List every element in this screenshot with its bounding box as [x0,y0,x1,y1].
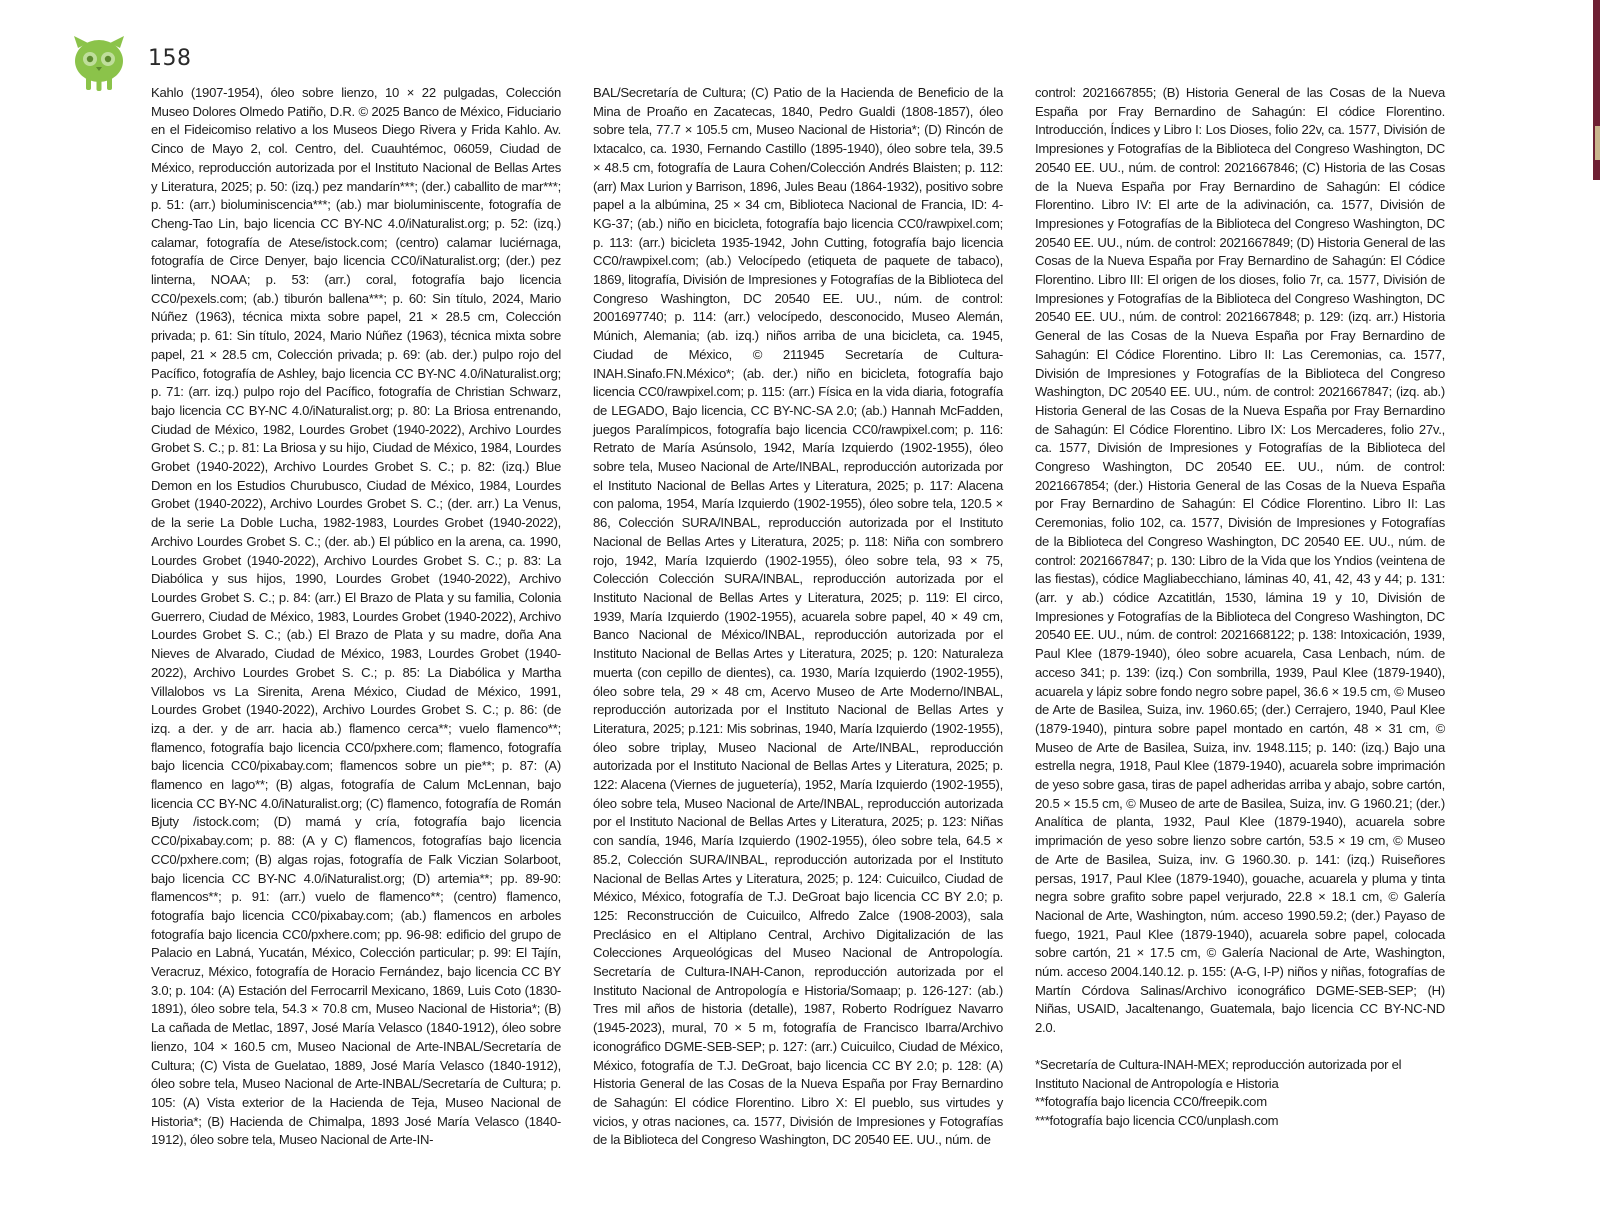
footnote: ***fotografía bajo licencia CC0/unplash.com [1035,1112,1279,1128]
footnote: **fotografía bajo licencia CC0/freepik.com [1035,1094,1267,1110]
credits-column-3 [1035,84,1445,1131]
footnotes [1035,1056,1445,1131]
footnote: *Secretaría de Cultura-INAH-MEX; reproducción autorizada por el Instituto Nacional de Antropología e Historia [1035,1056,1402,1091]
credits-column-1: Kahlo (1907-1954), óleo sobre lienzo, 10 × 22 pulgadas, Colección Museo Dolores Olmedo Patiño, D.R. © 2025 Banco de México, Fiduciario en el Fideicomiso relativo a los Museos Diego Rivera y Frida Kahlo. Av. Cinco de Mayo 2, col. Centro, del. Cuauhtémoc, 06059, Ciudad de México, reproducción autorizada por el Instituto Nacional de Bellas Artes y Literatura, 2025; p. 50: (izq.) pez mandarín***; (der.) caballito de mar***; p. 51: (arr.) bioluminiscencia***; (ab.) mar bioluminiscente, fotografía de Cheng-Tao Lin, bajo licencia CC BY-NC 4.0/iNaturalist.org; p. 52: (izq.) calamar, fotografía de Atese/istock.com; (centro) calamar luciérnaga, fotografía de Circe Denyer, bajo licencia CC0/iNaturalist.org; (der.) pez linterna, NOAA; p. 53: (arr.) coral, fotografía bajo licencia CC0/pexels.com; (ab.) tiburón ballena***; p. 60: Sin título, 2024, Mario Núñez (1963), técnica mixta sobre papel, 21 × 28.5 cm, Colección privada; p. 61: Sin título, 2024, Mario Núñez (1963), técnica mixta sobre papel, 21 × 28.5 cm, Colección privada; p. 69: (ab. der.) pulpo rojo del Pacífico, fotografía de Ashley, bajo licencia CC BY-NC 4.0/iNaturalist.org; p. 71: (arr. izq.) pulpo rojo del Pacífico, fotografía de Christian Schwarz, bajo licencia CC BY-NC 4.0/iNaturalist.org; p. 80: La Briosa entrenando, Ciudad de México, 1982, Lourdes Grobet (1940-2022), Archivo Lourdes Grobet S. C.; p. 81: La Briosa y su hijo, Ciudad de México, 1984, Lourdes Grobet (1940-2022), Archivo Lourdes Grobet S. C.; p. 82: (izq.) Blue Demon en los Estudios Churubusco, Ciudad de México, 1984, Lourdes Grobet (1940-2022), Archivo Lourdes Grobet S. C.; (der. arr.) La Venus, de la serie La Doble Lucha, 1982-1983, Lourdes Grobet (1940-2022), Archivo Lourdes Grobet S. C.; (der. ab.) El público en la arena, ca. 1990, Lourdes Grobet (1940-2022), Archivo Lourdes Grobet S. C.; p. 83: La Diabólica y sus hijos, 1990, Lourdes Grobet (1940-2022), Archivo Lourdes Grobet S. C.; p. 84: (arr.) El Brazo de Plata y su familia, Colonia Guerrero, Ciudad de México, 1983, Lourdes Grobet (1940-2022), Archivo Lourdes Grobet S. C.; (ab.) El Brazo de Plata y su madre, doña Ana Nieves de Alvarado, Ciudad de México, 1983, Lourdes Grobet (1940-2022), Archivo Lourdes Grobet S. C.; p. 85: La Diabólica y Martha Villalobos vs La Sirenita, Arena México, Ciudad de México, 1991, Lourdes Grobet (1940-2022), Archivo Lourdes Grobet S. C.; p. 86: (de izq. a der. y de arr. hacia ab.) flamenco cerca**; vuelo flamenco**; flamenco, fotografía bajo licencia CC0/pxhere.com; flamenco, fotografía bajo licencia CC0/pixabay.com; flamencos sobre un pie**; p. 87: (A) flamenco en lago**; (B) algas, fotografía de Calum McLennan, bajo licencia CC BY-NC 4.0/iNaturalist.org; (C) flamenco, fotografía de Román Bjuty /istock.com; (D) mamá y cría, fotografía bajo licencia CC0/pixabay.com; p. 88: (A y C) flamencos, fotografías bajo licencia CC0/pxhere.com; (B) algas rojas, fotografía de Falk Viczian Solarboot, bajo licencia CC BY-NC 4.0/iNaturalist.org; (D) artemia**; pp. 89-90: flamencos**; p. 91: (arr.) vuelo de flamenco**; (centro) flamenco, fotografía bajo licencia CC0/pixabay.com; (ab.) flamencos en arboles fotografía bajo licencia CC0/pxhere.com; pp. 96-98: edificio del grupo de Palacio en Labná, Yucatán, México, Colección particular; p. 99: El Tajín, Veracruz, México, fotografía de Horacio Fernández, bajo licencia CC BY 3.0; p. 104: (A) Estación del Ferrocarril Mexicano, 1869, Luis Coto (1830-1891), óleo sobre tela, 54.3 × 70.8 cm, Museo Nacional de Historia*; (B) La cañada de Metlac, 1897, José María Velasco (1840-1912), óleo sobre lienzo, 104 × 160.5 cm, Museo Nacional de Arte-INBAL/Secretaría de Cultura; (C) Vista de Guelatao, 1889, José María Velasco (1840-1912), óleo sobre tela, Museo Nacional de Arte-INBAL/Secretaría de Cultura; p. 105: (A) Vista exterior de la Hacienda de Teja, Museo Nacional de Historia*; (B) Hacienda de Chimalpa, 1893 José María Velasco (1840-1912), óleo sobre tela, Museo Nacional de Arte-IN- [151,85,561,1148]
credits-text: control: 2021667855; (B) Historia General de las Cosas de la Nueva España por Fray Bernardino de Sahagún: El códice Florentino. Introducción, Índices y Libro I: Los Dioses, folio 22v, ca. 1577, División de Impresiones y Fotografías de la Biblioteca del Congreso Washington, DC 20540 EE. UU., núm. de control: 2021667846; (C) Historia de las Cosas de la Nueva España por Fray Bernardino de Sahagún: El códice Florentino. Libro IV: El arte de la adivinación, ca. 1577, División de Impresiones y Fotografías de la Biblioteca del Congreso Washington, DC 20540 EE. UU., núm. de control: 2021667849; (D) Historia General de las Cosas de la Nueva España por Fray Bernardino de Sahagún: El Códice Florentino. Libro III: El origen de los dioses, folio 7r, ca. 1577, División de Impresiones y Fotografías de la Biblioteca del Congreso Washington, DC 20540 EE. UU., núm. de control: 2021667848; p. 129: (izq. arr.) Historia General de las Cosas de la Nueva España por Fray Bernardino de Sahagún: El Códice Florentino. Libro II: Las Ceremonias, ca. 1577, División de Impresiones y Fotografías de la Biblioteca del Congreso Washington, DC 20540 EE. UU., núm. de control: 2021667847; (izq. ab.) Historia General de las Cosas de la Nueva España por Fray Bernardino de Sahagún: El Códice Florentino. Libro IX: Los Mercaderes, folio 27v., ca. 1577, División de Impresiones y Fotografías de la Biblioteca del Congreso Washington, DC 20540 EE. UU., núm. de control: 2021667854; (der.) Historia General de las Cosas de la Nueva España por Fray Bernardino de Sahagún: El Códice Florentino. Libro II: Las Ceremonias, folio 102, ca. 1577, División de Impresiones y Fotografías de la Biblioteca del Congreso Washington, DC 20540 EE. UU., núm. de control: 2021667847; p. 130: Libro de la Vida que los Yndios (veintena de las fiestas), códice Magliabecchiano, láminas 40, 41, 42, 43 y 44; p. 131: (arr. y ab.) códice Azcatitlán, 1530, lámina 19 y 10, División de Impresiones y Fotografías de la Biblioteca del Congreso Washington, DC 20540 EE. UU., núm. de control: 2021668122; p. 138: Intoxicación, 1939, Paul Klee (1879-1940), óleo sobre acuarela, Casa Lenbach, núm. de acceso 341; p. 139: (izq.) Con sombrilla, 1939, Paul Klee (1879-1940), acuarela y lápiz sobre fondo negro sobre papel, 36.6 × 19.5 cm, © Museo de Arte de Basilea, Suiza, inv. 1960.65; (der.) Cerrajero, 1940, Paul Klee (1879-1940), pintura sobre papel montado en cartón, 48 × 31 cm, © Museo de Arte de Basilea, Suiza, inv. 1948.115; p. 140: (izq.) Bajo una estrella negra, 1918, Paul Klee (1879-1940), acuarela sobre imprimación de yeso sobre gasa, tiras de papel adheridas arriba y abajo, sobre cartón, 20.5 × 15.5 cm, © Museo de arte de Basilea, Suiza, inv. G 1960.21; (der.) Analítica de planta, 1932, Paul Klee (1879-1940), acuarela sobre imprimación de yeso sobre lienzo sobre cartón, 53.5 × 19 cm, © Museo de Arte de Basilea, Suiza, inv. G 1960.30. p. 141: (izq.) Ruiseñores persas, 1917, Paul Klee (1879-1940), gouache, acuarela y pluma y tinta negra sobre grafito sobre papel verjurado, 22.8 × 18.1 cm, © Galería Nacional de Arte, Washington, núm. acceso 1990.59.2; (der.) Payaso de fuego, 1921, Paul Klee (1879-1940), acuarela sobre papel, colocada sobre cartón, 21 × 17.5 cm, © Galería Nacional de Arte, Washington, núm. acceso 2004.140.12. p. 155: (A-G, I-P) niños y niñas, fotografías de Martín Córdova Salinas/Archivo iconográfico DGME-SEB-SEP; (H) Niñas, USAID, Jacaltenango, Guatemala, bajo licencia CC BY-NC-ND 2.0. [1035,85,1445,1036]
page-number: 158 [148,46,192,71]
credits-column-2: BAL/Secretaría de Cultura; (C) Patio de la Hacienda de Beneficio de la Mina de Proaño en Zacatecas, 1840, Pedro Gualdi (1808-1857), óleo sobre tela, 77.7 × 105.5 cm, Museo Nacional de Historia*; (D) Rincón de Ixtacalco, ca. 1930, Fernando Castillo (1895-1940), óleo sobre tela, 39.5 × 48.5 cm, fotografía de Laura Cohen/Colección Andrés Blaisten; p. 112: (arr) Max Lurion y Barrison, 1896, Jules Beau (1864-1932), positivo sobre papel a la albúmina, 25 × 34 cm, Biblioteca Nacional de Francia, ID: 4-KG-37; (ab.) niño en bicicleta, fotografía bajo licencia CC0/rawpixel.com; p. 113: (arr.) bicicleta 1935-1942, John Cutting, fotografía bajo licencia CC0/rawpixel.com; (ab.) Velocípedo (etiqueta de paquete de tabaco), 1869, litografía, División de Impresiones y Fotografías de la Biblioteca del Congreso Washington, DC 20540 EE. UU., núm. de control: 2001697740; p. 114: (arr.) velocípedo, desconocido, Museo Alemán, Múnich, Alemania; (ab. izq.) niños arriba de una bicicleta, ca. 1945, Ciudad de México, © 211945 Secretaría de Cultura-INAH.Sinafo.FN.México*; (ab. der.) niño en bicicleta, fotografía bajo licencia CC0/rawpixel.com; p. 115: (arr.) Física en la vida diaria, fotografía de LEGADO, Bajo licencia, CC BY-NC-SA 2.0; (ab.) Hannah McFadden, juegos Paralímpicos, fotografía bajo licencia CC0/rawpixel.com; p. 116: Retrato de María Asúnsolo, 1942, María Izquierdo (1902-1955), óleo sobre tela, Museo Nacional de Arte/INBAL, reproducción autorizada por el Instituto Nacional de Bellas Artes y Literatura, 2025; p. 117: Alacena con paloma, 1954, María Izquierdo (1902-1955), óleo sobre tela, 120.5 × 86, Colección SURA/INBAL, reproducción autorizada por el Instituto Nacional de Bellas Artes y Literatura, 2025; p. 118: Niña con sombrero rojo, 1942, María Izquierdo (1902-1955), óleo sobre tela, 93 × 75, Colección Colección SURA/INBAL, reproducción autorizada por el Instituto Nacional de Bellas Artes y Literatura, 2025; p. 119: El circo, 1939, María Izquierdo (1902-1955), acuarela sobre papel, 40 × 49 cm, Banco Nacional de México/INBAL, reproducción autorizada por el Instituto Nacional de Bellas Artes y Literatura, 2025; p. 120: Naturaleza muerta (con cepillo de dientes), ca. 1930, María Izquierdo (1902-1955), óleo sobre tela, 29 × 48 cm, Acervo Museo de Arte Moderno/INBAL, reproducción autorizada por el Instituto Nacional de Bellas Artes y Literatura, 2025; p.121: Mis sobrinas, 1940, María Izquierdo (1902-1955), óleo sobre triplay, Museo Nacional de Arte/INBAL, reproducción autorizada por el Instituto Nacional de Bellas Artes y Literatura, 2025; p. 122: Alacena (Viernes de juguetería), 1952, María Izquierdo (1902-1955), óleo sobre tela, Museo Nacional de Arte/INBAL, reproducción autorizada por el Instituto Nacional de Bellas Artes y Literatura, 2025; p. 123: Niñas con sandía, 1946, María Izquierdo (1902-1955), óleo sobre tela, 64.5 × 85.2, Colección SURA/INBAL, reproducción autorizada por el Instituto Nacional de Bellas Artes y Literatura, 2025; p. 124: Cuicuilco, Ciudad de México, México, fotografía de T.J. DeGroat bajo licencia CC BY 2.0; p. 125: Reconstrucción de Cuicuilco, Alfredo Zalce (1908-2003), sala Preclásico en el Altiplano Central, Archivo Digitalización de las Colecciones Arqueológicas del Museo Nacional de Antropología. Secretaría de Cultura-INAH-Canon, reproducción autorizada por el Instituto Nacional de Antropología e Historia/Somaap; p. 126-127: (ab.) Tres mil años de historia (detalle), 1987, Roberto Rodríguez Navarro (1945-2023), mural, 70 × 5 m, fotografía de Francisco Ibarra/Archivo iconográfico DGME-SEB-SEP; p. 127: (arr.) Cuicuilco, Ciudad de México, México, fotografía de T.J. DeGroat, bajo licencia CC BY 2.0; p. 128: (A) Historia General de las Cosas de la Nueva España por Fray Bernardino de Sahagún: El códice Florentino. Libro X: El pueblo, sus virtudes y vicios, y otras naciones, ca. 1577, División de Impresiones y Fotografías de la Biblioteca del Congreso Washington, DC 20540 EE. UU., núm. de [593,85,1003,1148]
owl-mascot-icon [72,34,126,92]
edge-marker [1595,138,1600,160]
